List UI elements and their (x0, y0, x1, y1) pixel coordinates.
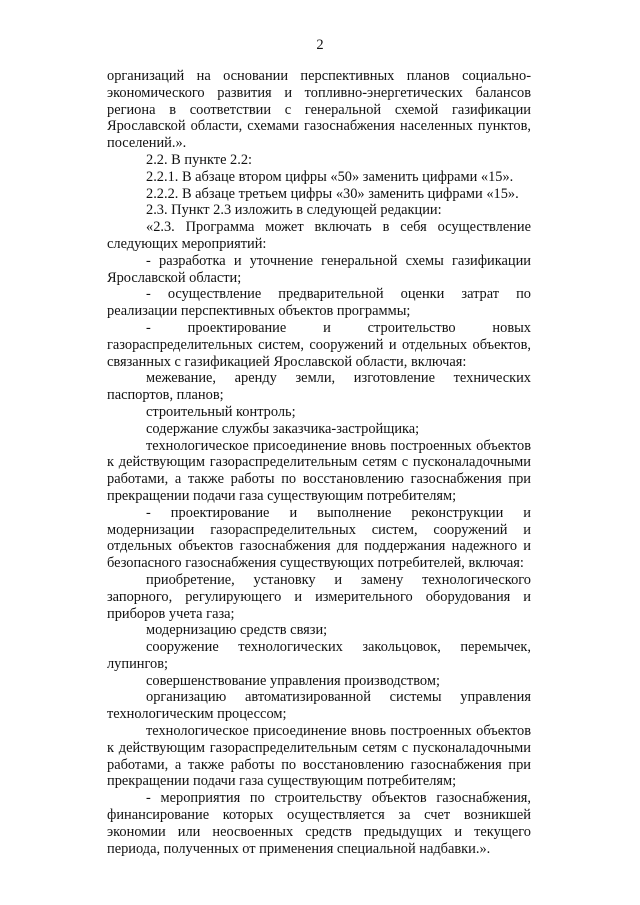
paragraph: - мероприятия по строительству объектов газоснабжения, финансирование которых осуществляется за счет возникшей экономии или неосвоенных средств предыдущих и текущего периода, полученных от применения специальной надбавки.». (107, 790, 531, 857)
page-number: 2 (316, 37, 324, 53)
paragraph: совершенствование управления производством; (146, 672, 440, 689)
paragraph: сооружение технологических закольцовок, перемычек, лупингов; (107, 639, 531, 672)
paragraph: приобретение, установку и замену технологического запорного, регулирующего и измерительного оборудования и приборов учета газа; (107, 571, 531, 622)
paragraph: организаций на основании перспективных планов социально-экономического развития и топливно-энергетических балансов региона в соответствии с генеральной схемой газификации Ярославской области, схемами газоснабжения населенных пунктов, поселений.». (107, 68, 531, 152)
paragraph: - проектирование и выполнение реконструкции и модернизации газораспределительных систем, сооружений и отдельных объектов газоснабжения для поддержания надежного и безопасного газоснабжения существующих потребителей, включая: (107, 504, 531, 572)
paragraph: технологическое присоединение вновь построенных объектов к действующим газораспределительным сетям с пусконаладочными работами, а также работы по восстановлению газоснабжения при прекращении подачи газа существующим потребителям; (107, 437, 531, 504)
paragraph: технологическое присоединение вновь построенных объектов к действующим газораспределительным сетям с пусконаладочными работами, а также работы по восстановлению газоснабжения при прекращении подачи газа существующим потребителям; (107, 723, 531, 790)
paragraph: строительный контроль; (146, 403, 296, 420)
paragraph: 2.2.2. В абзаце третьем цифры «30» заменить цифрами «15». (146, 185, 519, 202)
paragraph: «2.3. Программа может включать в себя осуществление следующих мероприятий: (107, 219, 531, 252)
paragraph: межевание, аренду земли, изготовление технических паспортов, планов; (107, 370, 531, 404)
paragraph: 2.3. Пункт 2.3 изложить в следующей редакции: (146, 202, 442, 219)
paragraph: организацию автоматизированной системы управления технологическим процессом; (107, 689, 531, 723)
paragraph: содержание службы заказчика-застройщика; (146, 420, 420, 437)
paragraph: - разработка и уточнение генеральной схемы газификации Ярославской области; (107, 252, 531, 286)
paragraph: 2.2.1. В абзаце втором цифры «50» заменить цифрами «15». (146, 168, 514, 185)
paragraph: 2.2. В пункте 2.2: (146, 151, 253, 168)
paragraph: - осуществление предварительной оценки затрат по реализации перспективных объектов программы; (107, 286, 531, 320)
paragraph: - проектирование и строительство новых газораспределительных систем, сооружений и отдельных объектов, связанных с газификацией Ярославской области, включая: (107, 319, 531, 370)
document-body (107, 68, 531, 857)
paragraph: модернизацию средств связи; (146, 622, 328, 639)
